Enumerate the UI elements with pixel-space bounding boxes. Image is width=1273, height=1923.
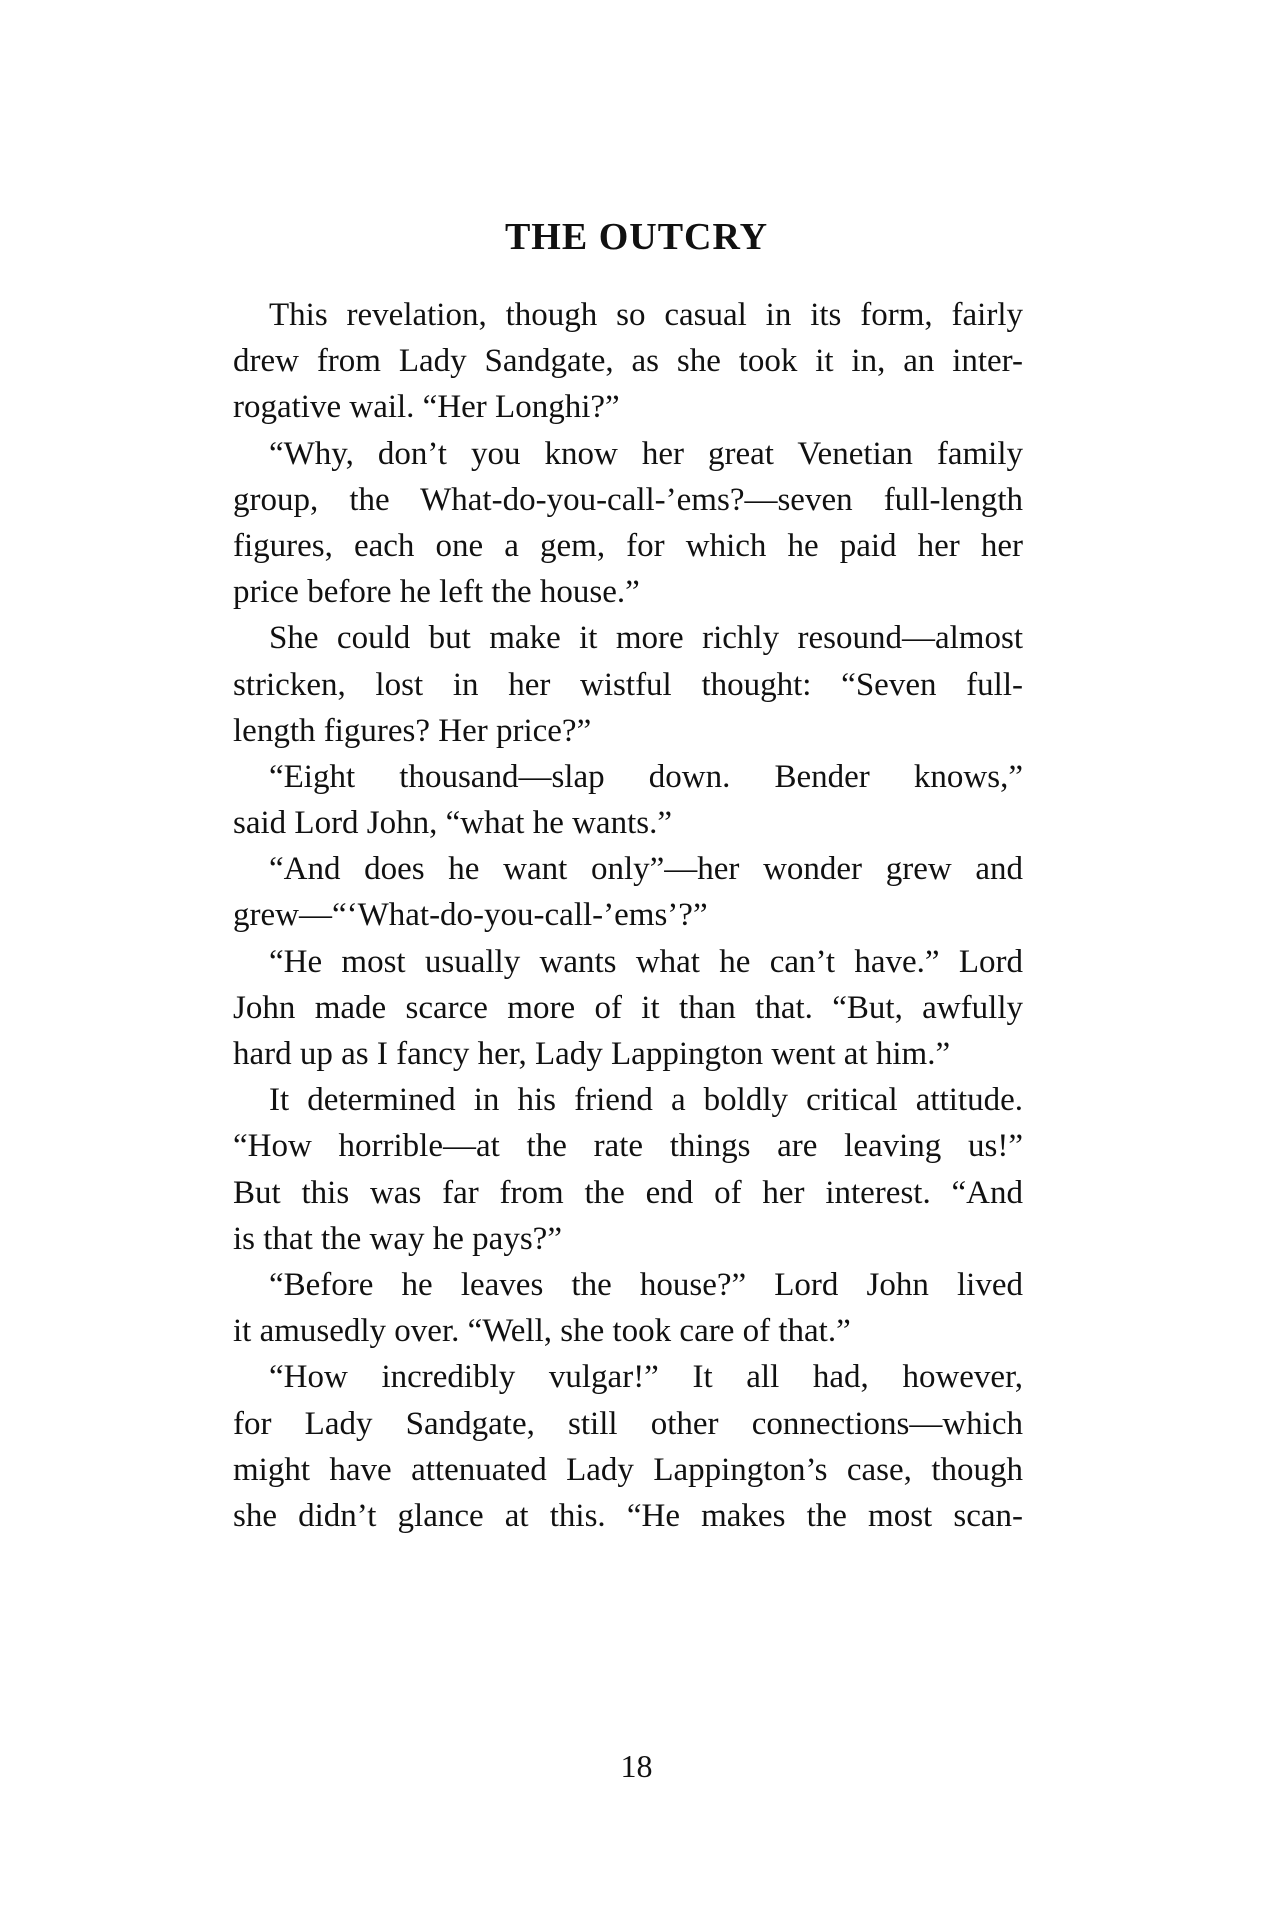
text-line: for Lady Sandgate, still other connections—which <box>233 1405 1023 1442</box>
text-line: This revelation, though so casual in its form, fairly <box>269 297 1023 333</box>
text-line: stricken, lost in her wistful thought: “Seven full- <box>233 666 1023 703</box>
text-line: “And does he want only”—her wonder grew and <box>269 851 1023 888</box>
text-line: grew—“‘What-do-you-call-’ems’?” <box>233 897 708 934</box>
running-head: THE OUTCRY <box>504 216 769 258</box>
page-number: 18 <box>620 1748 653 1784</box>
text-line: might have attenuated Lady Lappington’s case, though <box>233 1451 1023 1488</box>
text-line: group, the What-do-you-call-’ems?—seven full-length <box>233 481 1023 518</box>
text-line: said Lord John, “what he wants.” <box>233 805 672 842</box>
text-line: price before he left the house.” <box>233 574 640 611</box>
text-line: length figures? Her price?” <box>233 712 592 749</box>
text-line: is that the way he pays?” <box>233 1220 562 1257</box>
text-line: it amusedly over. “Well, she took care of that.” <box>233 1313 851 1350</box>
text-line: “He most usually wants what he can’t have.” Lord <box>269 943 1023 980</box>
text-line: figures, each one a gem, for which he paid her her <box>233 527 1023 564</box>
text-line: “How horrible—at the rate things are leaving us!” <box>233 1128 1023 1165</box>
text-line: drew from Lady Sandgate, as she took it in, an inter- <box>233 343 1023 380</box>
text-line: hard up as I fancy her, Lady Lappington went at him.” <box>233 1036 951 1072</box>
text-line: “Eight thousand—slap down. Bender knows,” <box>269 758 1023 795</box>
text-line: It determined in his friend a boldly critical attitude. <box>269 1082 1023 1119</box>
text-line: She could but make it more richly resound—almost <box>269 620 1023 657</box>
body-text <box>233 292 1023 1539</box>
text-line: “How incredibly vulgar!” It all had, however, <box>269 1359 1023 1396</box>
text-line: But this was far from the end of her interest. “And <box>233 1174 1023 1211</box>
text-line: John made scarce more of it than that. “But, awfully <box>233 989 1023 1026</box>
text-line: “Why, don’t you know her great Venetian family <box>269 435 1023 472</box>
text-line: “Before he leaves the house?” Lord John lived <box>269 1266 1023 1303</box>
text-line: rogative wail. “Her Longhi?” <box>233 389 620 426</box>
text-line: she didn’t glance at this. “He makes the most scan- <box>233 1497 1023 1534</box>
